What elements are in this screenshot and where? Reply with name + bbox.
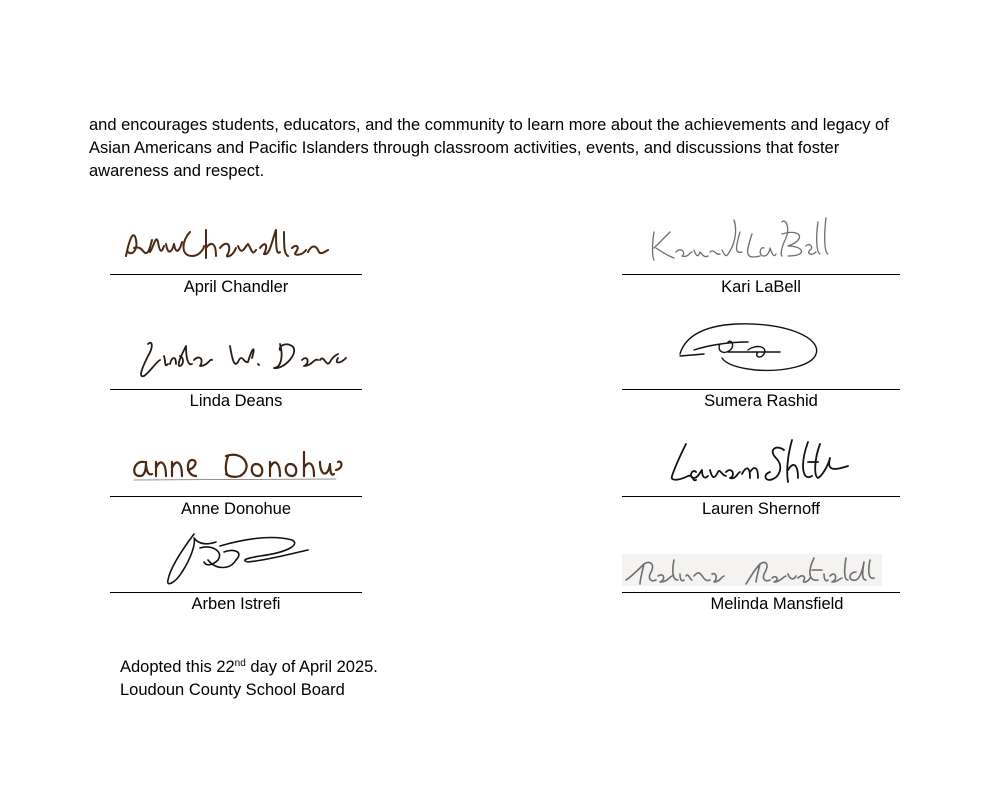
signatory-name: Linda Deans <box>189 392 283 410</box>
resolution-paragraph: and encourages students, educators, and the community to learn more about the achievements and legacy of Asian Americans and Pacific Islanders through classroom activities, events, and discussions that foster awareness and respect. <box>89 116 889 180</box>
handwritten-signature-image <box>160 526 320 590</box>
adoption-date-suffix: day of April 2025. <box>245 658 378 676</box>
signature-line <box>110 496 362 497</box>
signature-line <box>110 389 362 390</box>
signature-line <box>622 274 900 275</box>
signature-line <box>622 496 900 497</box>
handwritten-signature-image <box>648 212 833 267</box>
handwritten-signature-image <box>120 222 340 272</box>
handwritten-signature-image <box>666 436 851 488</box>
handwritten-signature-image <box>676 320 821 376</box>
signature-april-chandler <box>120 222 340 272</box>
handwritten-signature-image <box>134 334 349 384</box>
signature-arben-istrefi <box>160 526 320 590</box>
signatory-name: April Chandler <box>183 278 289 296</box>
handwritten-signature-image <box>622 550 882 590</box>
signature-anne-donohue <box>128 446 340 486</box>
signatory-name: Sumera Rashid <box>704 392 818 410</box>
adoption-date-prefix: Adopted this 22 <box>120 658 235 676</box>
handwritten-signature-image <box>128 446 340 486</box>
signatory-name: Lauren Shernoff <box>701 500 821 518</box>
signature-sumera-rashid <box>676 320 821 376</box>
signatory-name: Arben Istrefi <box>191 595 281 613</box>
signature-linda-deans <box>134 334 349 384</box>
signature-line <box>110 274 362 275</box>
signatory-name: Anne Donohue <box>180 500 292 518</box>
ordinal-suffix: nd <box>234 658 246 669</box>
adoption-date <box>120 656 378 679</box>
signature-melinda-mansfield <box>622 550 882 590</box>
board-name: Loudoun County School Board <box>120 681 345 699</box>
signature-kari-labell <box>648 212 833 267</box>
signature-lauren-shernoff <box>666 436 851 488</box>
signature-line <box>110 592 362 593</box>
adoption-footer <box>120 656 378 702</box>
signature-line <box>622 592 900 593</box>
signature-line <box>622 389 900 390</box>
signatory-name: Kari LaBell <box>721 278 801 296</box>
signatory-name: Melinda Mansfield <box>710 595 844 613</box>
